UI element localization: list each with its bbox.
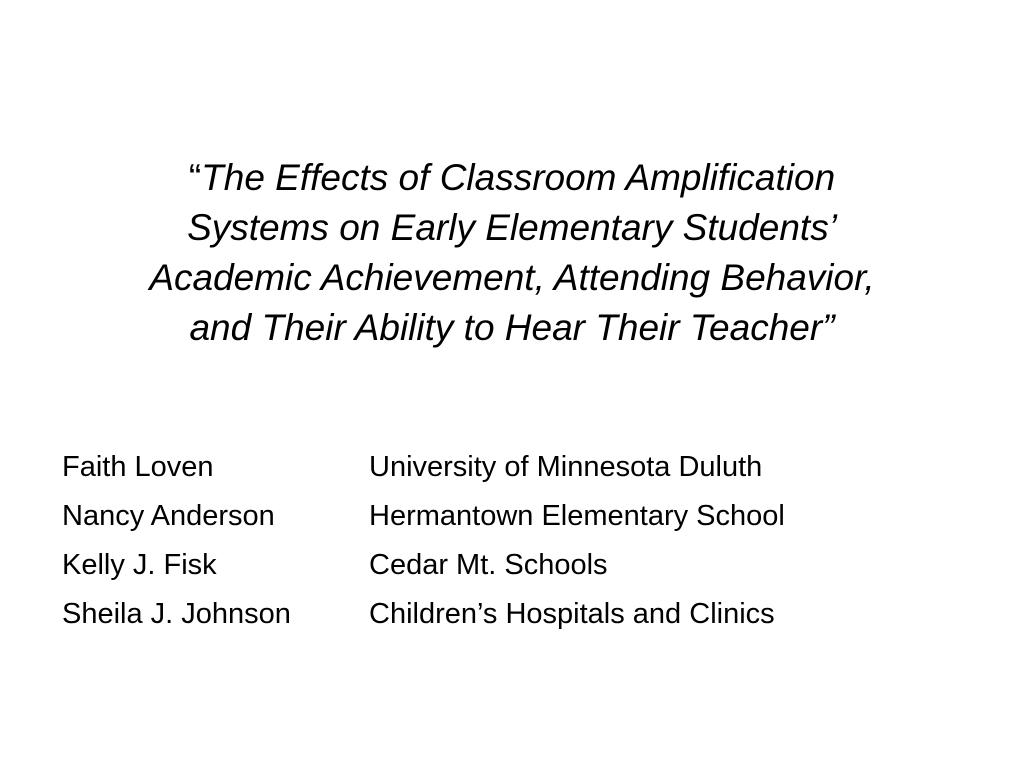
slide-title [60, 153, 964, 353]
author-name: Sheila J. Johnson [62, 597, 291, 630]
title-open-quote: “ [188, 157, 202, 198]
author-affiliation: University of Minnesota Duluth [369, 450, 763, 483]
author-name: Faith Loven [62, 450, 214, 483]
author-row [62, 540, 962, 589]
author-affiliation: Cedar Mt. Schools [369, 548, 608, 581]
title-line-1: The Effects of Classroom Amplification [201, 157, 836, 198]
author-affiliation: Hermantown Elementary School [369, 499, 785, 532]
title-line-4: and Their Ability to Hear Their Teacher” [189, 307, 835, 348]
title-line-2: Systems on Early Elementary Students’ [187, 207, 837, 248]
author-row [62, 491, 962, 540]
author-name: Kelly J. Fisk [62, 548, 217, 581]
author-row [62, 589, 962, 638]
author-affiliation: Children’s Hospitals and Clinics [369, 597, 775, 630]
author-name: Nancy Anderson [62, 499, 275, 532]
title-line-3: Academic Achievement, Attending Behavior, [149, 257, 875, 298]
author-row [62, 442, 962, 491]
author-list [62, 442, 962, 638]
